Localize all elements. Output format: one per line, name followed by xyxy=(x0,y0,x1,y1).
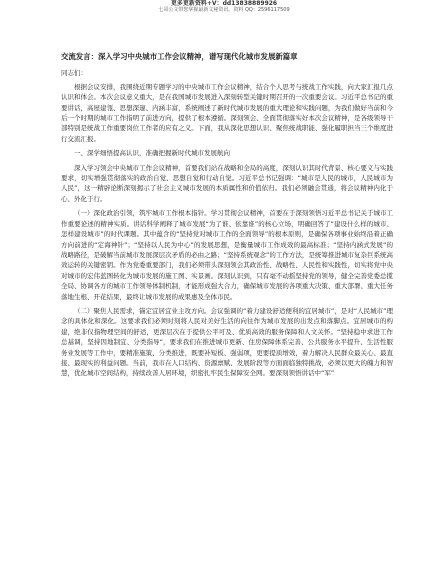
paragraph-intro: 根据会议安排，我围绕近期专题学习的中央城市工作会议精神，结合个人思考与统战工作实践，向大家汇报几点认识和体会。本次会议意义重大，是在我国城市发展进入深刻转型关键时期召开的一次重要会议。习近平总书记的重要讲话，高屋建瓴、思想深邃、内涵丰富，系统阐述了新时代城市发展的重大理论和实践问题，为我们做好当前和今后一个时期的城市工作指明了前进方向，提供了根本遵循。深刻领会、全面贯彻落实好本次会议精神，是各级领导干部特别是统战工作重要岗位工作者的应有之义。下面，我从深化思想认识、聚焦统战职能、强化履职担当三个维度进行交流汇报。 xyxy=(61,82,393,143)
paragraph-subsection-2: （二）聚焦人民需求，锚定宜居宜业主攻方向。会议强调的“着力建设舒适便利的宜居城市”，是对“人民城市”理念的具体化和深化。这要求我们必须时刻将人民对美好生活的向往作为城市发展的出发点和落脚点。宜居城市的构建，绝非仅指物理空间的舒适，更深层次在于提供公平可及、优质高效的服务保障和人文关怀。“坚持稳中求进工作总基调，坚持因地制宜、分类指导”，要求我们在推进城市更新、住房保障体系完善、公共服务水平提升、生活性服务业发展等工作中，要精准施策、分类推进，既要补短板、强弱项，更要提质增效，着力解决人民群众最关心、最直接、最现实的利益问题。当前，我市在人口结构、资源禀赋、发展阶段等方面面临独特挑战，必须以更大的魄力和智慧，优化城市空间结构，持续改善人居环境，织密扎牢民生保障安全网。要深刻领悟讲话中“军” xyxy=(61,306,393,378)
header-line-1: 更多更新资料+V：dd13838889926 xyxy=(170,0,278,7)
document-body xyxy=(61,52,393,379)
paragraph-subsection-1: （一）深化政治引领，筑牢城市工作根本指针。学习贯彻会议精神，首要在于深刻领悟习近平总书记关于城市工作重要论述的精神实质。讲话科学阐释了城市发展“为了谁、依靠谁”的核心立场，明确回答了“建设什么样的城市、怎样建设城市”的时代课题。其中蕴含的“坚持党对城市工作的全面领导”的根本原则，是确保各项事业始终沿着正确方向前进的“定海神针”；“坚持以人民为中心”的发展思想，是衡量城市工作成效的最高标准；“坚持内涵式发展”的战略路径，是破解当前城市发展深层次矛盾的必由之路；“坚持系统观念”的工作方法，是统筹推进城市复杂巨系统高效运转的关键密钥。作为党委重要部门，我们必须带头深刻领会其政治性、战略性、人民性和实践性，切实将党中央对城市的宏伟蓝图转化为城市发展的施工图、实景画。深刻认识到，只有毫不动摇坚持党的领导，健全完善党委总揽全局、协调各方的城市工作领导体制机制，才能形成强大合力，确保城市发展的各项重大决策、重大部署、重大任务落地生根、开花结果，最终让城市发展的成果惠及全体市民。 xyxy=(61,209,393,301)
paragraph-section1-intro: 深入学习领会中央城市工作会议精神，首要我们站在战略和全局的高度，深刻认识其时代背景、核心要义与实践要求，切实增强贯彻落实的政治自觉、思想自觉和行动自觉。习近平总书记强调：“城市是人民的城市，人民城市为人民”，这一精辟论断深刻揭示了社会主义城市发展的本质属性和价值依归。我们必须融会贯通，将会议精神内化于心、外化于行。 xyxy=(61,163,393,203)
section-heading-1: 一、深学细悟提高认识，准确把握新时代城市发展航向 xyxy=(74,149,230,158)
salutation: 同志们： xyxy=(61,69,87,78)
page-header xyxy=(0,0,448,22)
document-title: 交流发言：深入学习中央城市工作会议精神，谱写现代化城市发展新篇章 xyxy=(61,52,298,61)
header-line-2: 七哥公文带您掌握最新文秘资讯、资料 QQ：2596117509 xyxy=(158,7,290,13)
